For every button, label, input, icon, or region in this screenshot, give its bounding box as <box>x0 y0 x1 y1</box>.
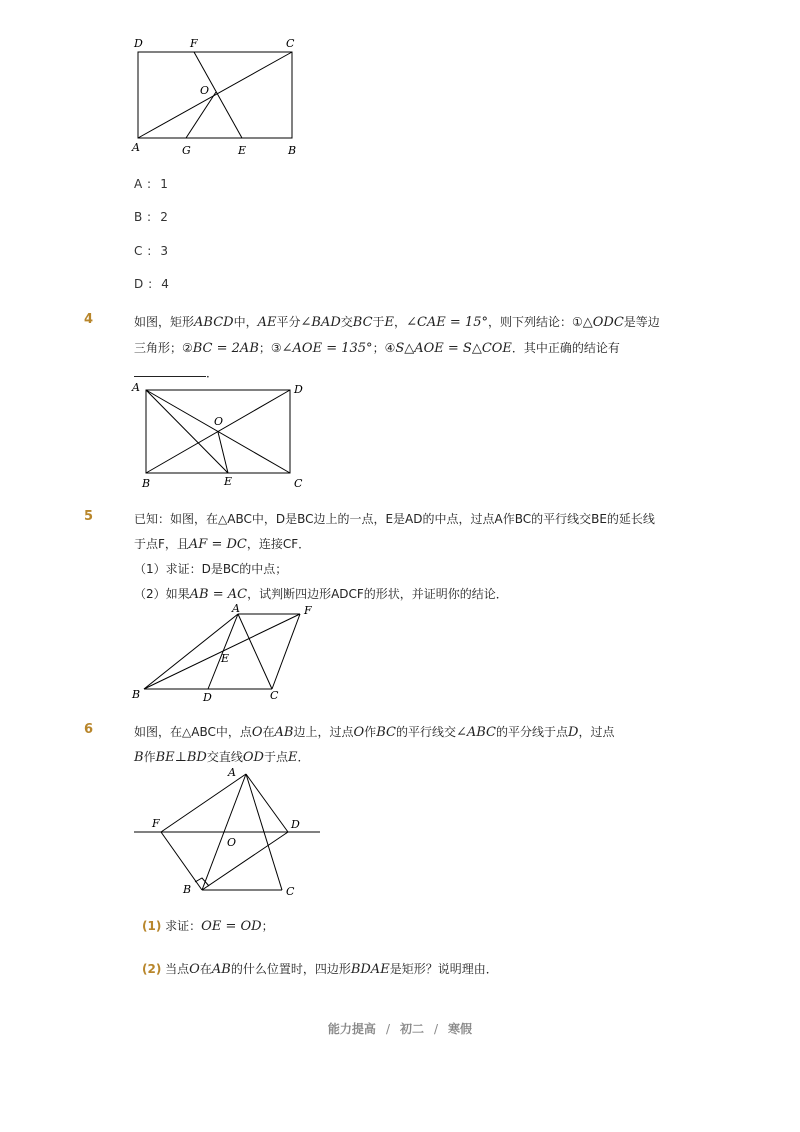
question-number-5: 5 <box>84 509 94 524</box>
option-b[interactable]: B : 2 <box>134 210 169 224</box>
label-a: A <box>232 602 240 615</box>
label-d: D <box>203 691 212 704</box>
label-o: O <box>227 836 237 849</box>
q6-line-1: 如图，在△ABC中，点O在AB边上，过点O作BC的平行线交∠ABC的平分线于点D，过点 <box>134 725 615 740</box>
q6-sub-1: (1) 求证：OE = OD； <box>142 919 274 934</box>
figure-triangle-abcf <box>128 600 328 706</box>
label-e: E <box>238 144 247 157</box>
label-f: F <box>190 37 198 50</box>
q5-sub-1: （1）求证：D是BC的中点； <box>134 562 288 576</box>
label-a: A <box>132 381 140 394</box>
label-b: B <box>288 144 297 157</box>
q4-line-2: 三角形；②BC = 2AB；③∠AOE = 135°；④S△AOE = S△COE．其中正确的结论有 <box>134 341 620 356</box>
q4-line-3: ． <box>134 364 218 381</box>
label-e: E <box>221 652 230 665</box>
q5-line-1: 已知：如图，在△ABC中，D是BC边上的一点，E是AD的中点，过点A作BC的平行线交BE的延长线 <box>134 512 655 526</box>
label-b: B <box>132 688 141 701</box>
label-c: C <box>286 37 295 50</box>
figure-rectangle-fgoe <box>128 34 308 160</box>
label-e: E <box>224 475 233 488</box>
label-g: G <box>182 144 191 157</box>
option-c[interactable]: C : 3 <box>134 244 169 258</box>
option-a[interactable]: A : 1 <box>134 177 169 191</box>
figure-rectangle-aoe <box>128 378 308 494</box>
label-c: C <box>270 689 279 702</box>
answer-blank[interactable] <box>134 366 206 377</box>
question-number-6: 6 <box>84 722 94 737</box>
label-d: D <box>294 383 303 396</box>
question-number-4: 4 <box>84 312 94 327</box>
label-b: B <box>142 477 151 490</box>
label-f: F <box>304 604 312 617</box>
label-d: D <box>134 37 143 50</box>
q6-line-2: B作BE⊥BD交直线OD于点E． <box>134 750 310 765</box>
label-b: B <box>183 883 192 896</box>
page-footer: 能力提高 / 初二 / 寒假 <box>327 1022 473 1036</box>
label-f: F <box>152 817 160 830</box>
q5-line-2: 于点F，且AF = DC，连接CF． <box>134 537 311 552</box>
option-d[interactable]: D : 4 <box>134 277 170 291</box>
q6-sub-2: (2) 当点O在AB的什么位置时，四边形BDAE是矩形？说明理由． <box>142 962 498 977</box>
q5-sub-2: （2）如果AB = AC，试判断四边形ADCF的形状，并证明你的结论． <box>134 587 508 602</box>
label-a: A <box>132 141 140 154</box>
label-d: D <box>291 818 300 831</box>
label-o: O <box>200 84 210 97</box>
figure-triangle-fod <box>128 762 328 902</box>
label-a: A <box>228 766 236 779</box>
label-c: C <box>286 885 295 898</box>
q4-line-1: 如图，矩形ABCD中，AE平分∠BAD交BC于E，∠CAE = 15°，则下列结论：①△ODC是等边 <box>134 315 660 330</box>
label-c: C <box>294 477 303 490</box>
label-o: O <box>214 415 224 428</box>
